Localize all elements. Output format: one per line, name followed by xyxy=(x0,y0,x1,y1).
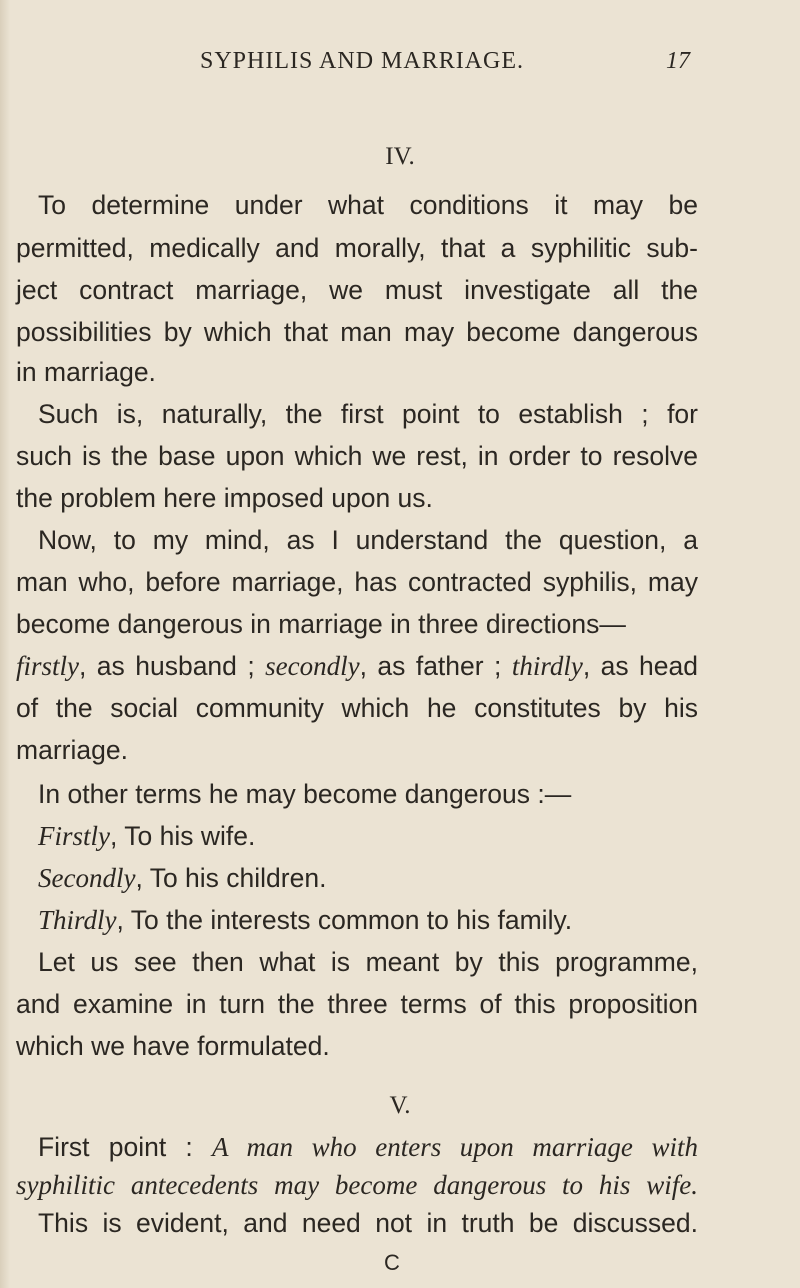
text-emphasis: Thirdly xyxy=(38,905,117,935)
text-emphasis: firstly xyxy=(16,651,80,681)
text-line-mixed xyxy=(16,1170,698,1210)
text-line: To determine under what conditions it may be xyxy=(38,190,698,220)
text-line-mixed xyxy=(38,863,326,903)
text-run: First point : xyxy=(38,1132,212,1162)
text-emphasis: secondly xyxy=(265,651,360,681)
text-run: , To the interests common to his family. xyxy=(116,905,573,935)
text-line: of the social community which he constitutes by his xyxy=(16,693,698,723)
text-line: marriage. xyxy=(16,735,128,765)
text-line-mixed xyxy=(38,1132,698,1172)
text-line-mixed xyxy=(16,651,698,691)
text-emphasis: syphilitic antecedents may become dangerous to his wife. xyxy=(16,1170,698,1200)
text-line: become dangerous in marriage in three directions— xyxy=(16,609,626,639)
text-line: permitted, medically and morally, that a syphilitic sub- xyxy=(16,233,698,263)
text-line: In other terms he may become dangerous :— xyxy=(38,779,572,809)
text-line-mixed xyxy=(38,821,255,861)
text-line: Such is, naturally, the first point to establish ; for xyxy=(38,399,698,429)
text-line: ject contract marriage, we must investigate all the xyxy=(16,275,698,305)
running-title: SYPHILIS AND MARRIAGE. xyxy=(200,48,525,74)
text-run: , as head xyxy=(582,651,698,681)
text-run: , as father ; xyxy=(359,651,512,681)
text-line: and examine in turn the three terms of this proposition xyxy=(16,989,698,1019)
text-line: which we have formulated. xyxy=(16,1031,330,1061)
page-number: 17 xyxy=(666,48,690,74)
text-line: Now, to my mind, as I understand the question, a xyxy=(38,525,698,555)
text-line: in marriage. xyxy=(16,357,156,387)
section-heading-iv: IV. xyxy=(385,143,415,170)
text-emphasis: Secondly xyxy=(38,863,136,893)
text-run: , To his children. xyxy=(135,863,327,893)
text-line: such is the base upon which we rest, in order to resolve xyxy=(16,441,698,471)
signature-mark: C xyxy=(384,1250,400,1275)
text-emphasis: A man who enters upon marriage with xyxy=(211,1132,698,1162)
text-line: possibilities by which that man may become dangerous xyxy=(16,317,698,347)
text-emphasis: Firstly xyxy=(38,821,110,851)
text-line: Let us see then what is meant by this programme, xyxy=(38,947,698,977)
running-head xyxy=(0,48,800,88)
section-heading-v: V. xyxy=(389,1092,411,1119)
text-run: , as husband ; xyxy=(79,651,266,681)
text-emphasis: thirdly xyxy=(511,651,583,681)
text-line: the problem here imposed upon us. xyxy=(16,483,433,513)
text-line: man who, before marriage, has contracted syphilis, may xyxy=(16,567,698,597)
text-line: This is evident, and need not in truth be discussed. xyxy=(38,1208,698,1238)
text-run: , To his wife. xyxy=(110,821,256,851)
text-line-mixed xyxy=(38,905,572,945)
